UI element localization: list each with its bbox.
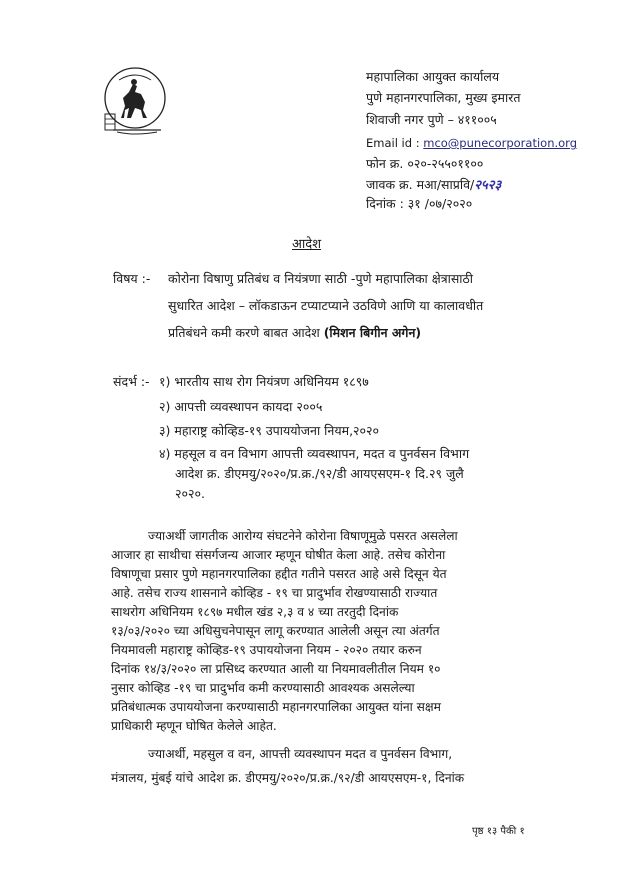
email-line [366, 136, 577, 150]
reference-item-3: ३) महाराष्ट्र कोव्हिड-१९ उपाययोजना नियम,२०२० [159, 423, 380, 438]
body-line: मंत्रालय, मुंबई यांचे आदेश क्र. डीएमयु/२०२०/प्र.क्र./९२/डी आयएसएम-१, दिनांक [111, 771, 465, 785]
body-line: आजार हा साथीचा संसर्गजन्य आजार म्हणून घोषीत केला आहे. तसेच कोरोना [111, 548, 446, 562]
body-line: १३/०३/२०२० च्या अधिसुचनेपासून लागू करण्यात आलेली असून त्या अंतर्गत [111, 624, 440, 638]
body-line: प्रतिबंधात्मक उपाययोजना करण्यासाठी महानगरपालिका आयुक्त यांना सक्षम [111, 700, 441, 714]
subject-line-1: कोरोना विषाणु प्रतिबंध व नियंत्रणा साठी -पुणे महापालिका क्षेत्रासाठी [168, 271, 474, 286]
order-title: आदेश [292, 237, 322, 252]
body-line: नुसार कोव्हिड -१९ चा प्रादुर्भाव कमी करण्यासाठी आवश्यक असलेल्या [111, 681, 415, 695]
office-name: महापालिका आयुक्त कार्यालय [366, 69, 500, 84]
body-line: ज्याअर्थी जागतीक आरोग्य संघटनेने कोरोना विषाणूमुळे पसरत असलेला [148, 529, 458, 543]
email-link[interactable]: mco@punecorporation.org [423, 136, 578, 150]
pmc-emblem-logo [99, 62, 167, 138]
page-number: पृष्ठ १३ पैकी १ [472, 826, 525, 837]
reference-item-1: १) भारतीय साथ रोग नियंत्रण अधिनियम १८९७ [159, 374, 369, 389]
ref-number-handwritten: २५२३ [474, 178, 502, 193]
body-line: ज्याअर्थी, महसुल व वन, आपत्ती व्यवस्थापन मदत व पुनर्वसन विभाग, [148, 747, 453, 761]
reference-item-4-cont-1: आदेश क्र. डीएमयु/२०२०/प्र.क्र./९२/डी आयएसएम-१ दि.२९ जुलै [175, 466, 464, 481]
body-line: नियमावली महाराष्ट्र कोव्हिड-१९ उपाययोजना नियम - २०२० तयार करुन [111, 643, 422, 657]
reference-label: संदर्भ :- [113, 374, 150, 389]
office-building: पुणे महानगरपालिका, मुख्य इमारत [366, 90, 521, 105]
reference-item-2: २) आपत्ती व्यवस्थापन कायदा २००५ [159, 399, 323, 414]
subject-line-2: सुधारित आदेश – लॉकडाऊन टप्याटप्याने उठविणे आणि या कालावधीत [168, 298, 484, 313]
body-line: दिनांक १४/३/२०२० ला प्रसिध्द करण्यात आली या नियमावलीतील नियम १० [111, 662, 441, 676]
outward-ref [366, 175, 501, 193]
reference-item-4-cont-2: २०२०. [175, 486, 205, 501]
body-line: साथरोग अधिनियम १८९७ मधील खंड २,३ व ४ च्या तरतुदी दिनांक [111, 605, 399, 619]
subject-line-3 [168, 324, 421, 341]
subject-mission-begin-again: (मिशन बिगीन अगेन) [323, 325, 422, 340]
document-date: दिनांक : ३१ /०७/२०२० [366, 196, 473, 211]
subject-line-3-text: प्रतिबंधने कमी करणे बाबत आदेश [168, 325, 324, 340]
subject-label: विषय :- [113, 271, 151, 286]
email-label: Email id : [366, 136, 420, 150]
body-line: आहे. तसेच राज्य शासनाने कोव्हिड - १९ चा प्रादुर्भाव रोखण्यासाठी राज्यात [111, 586, 438, 600]
phone-number: फोन क्र. ०२०-२५५०११०० [366, 156, 484, 171]
ref-prefix: जावक क्र. मआ/साप्रवि/ [366, 177, 475, 192]
body-line: प्राधिकारी म्हणून घोषित केलेले आहेत. [111, 719, 277, 733]
reference-item-4: ४) महसूल व वन विभाग आपत्ती व्यवस्थापन, मदत व पुनर्वसन विभाग [159, 446, 470, 461]
body-line: विषाणूचा प्रसार पुणे महानगरपालिका हद्दीत गतीने पसरत आहे असे दिसून येत [111, 567, 447, 581]
office-address: शिवाजी नगर पुणे – ४११००५ [366, 112, 497, 127]
